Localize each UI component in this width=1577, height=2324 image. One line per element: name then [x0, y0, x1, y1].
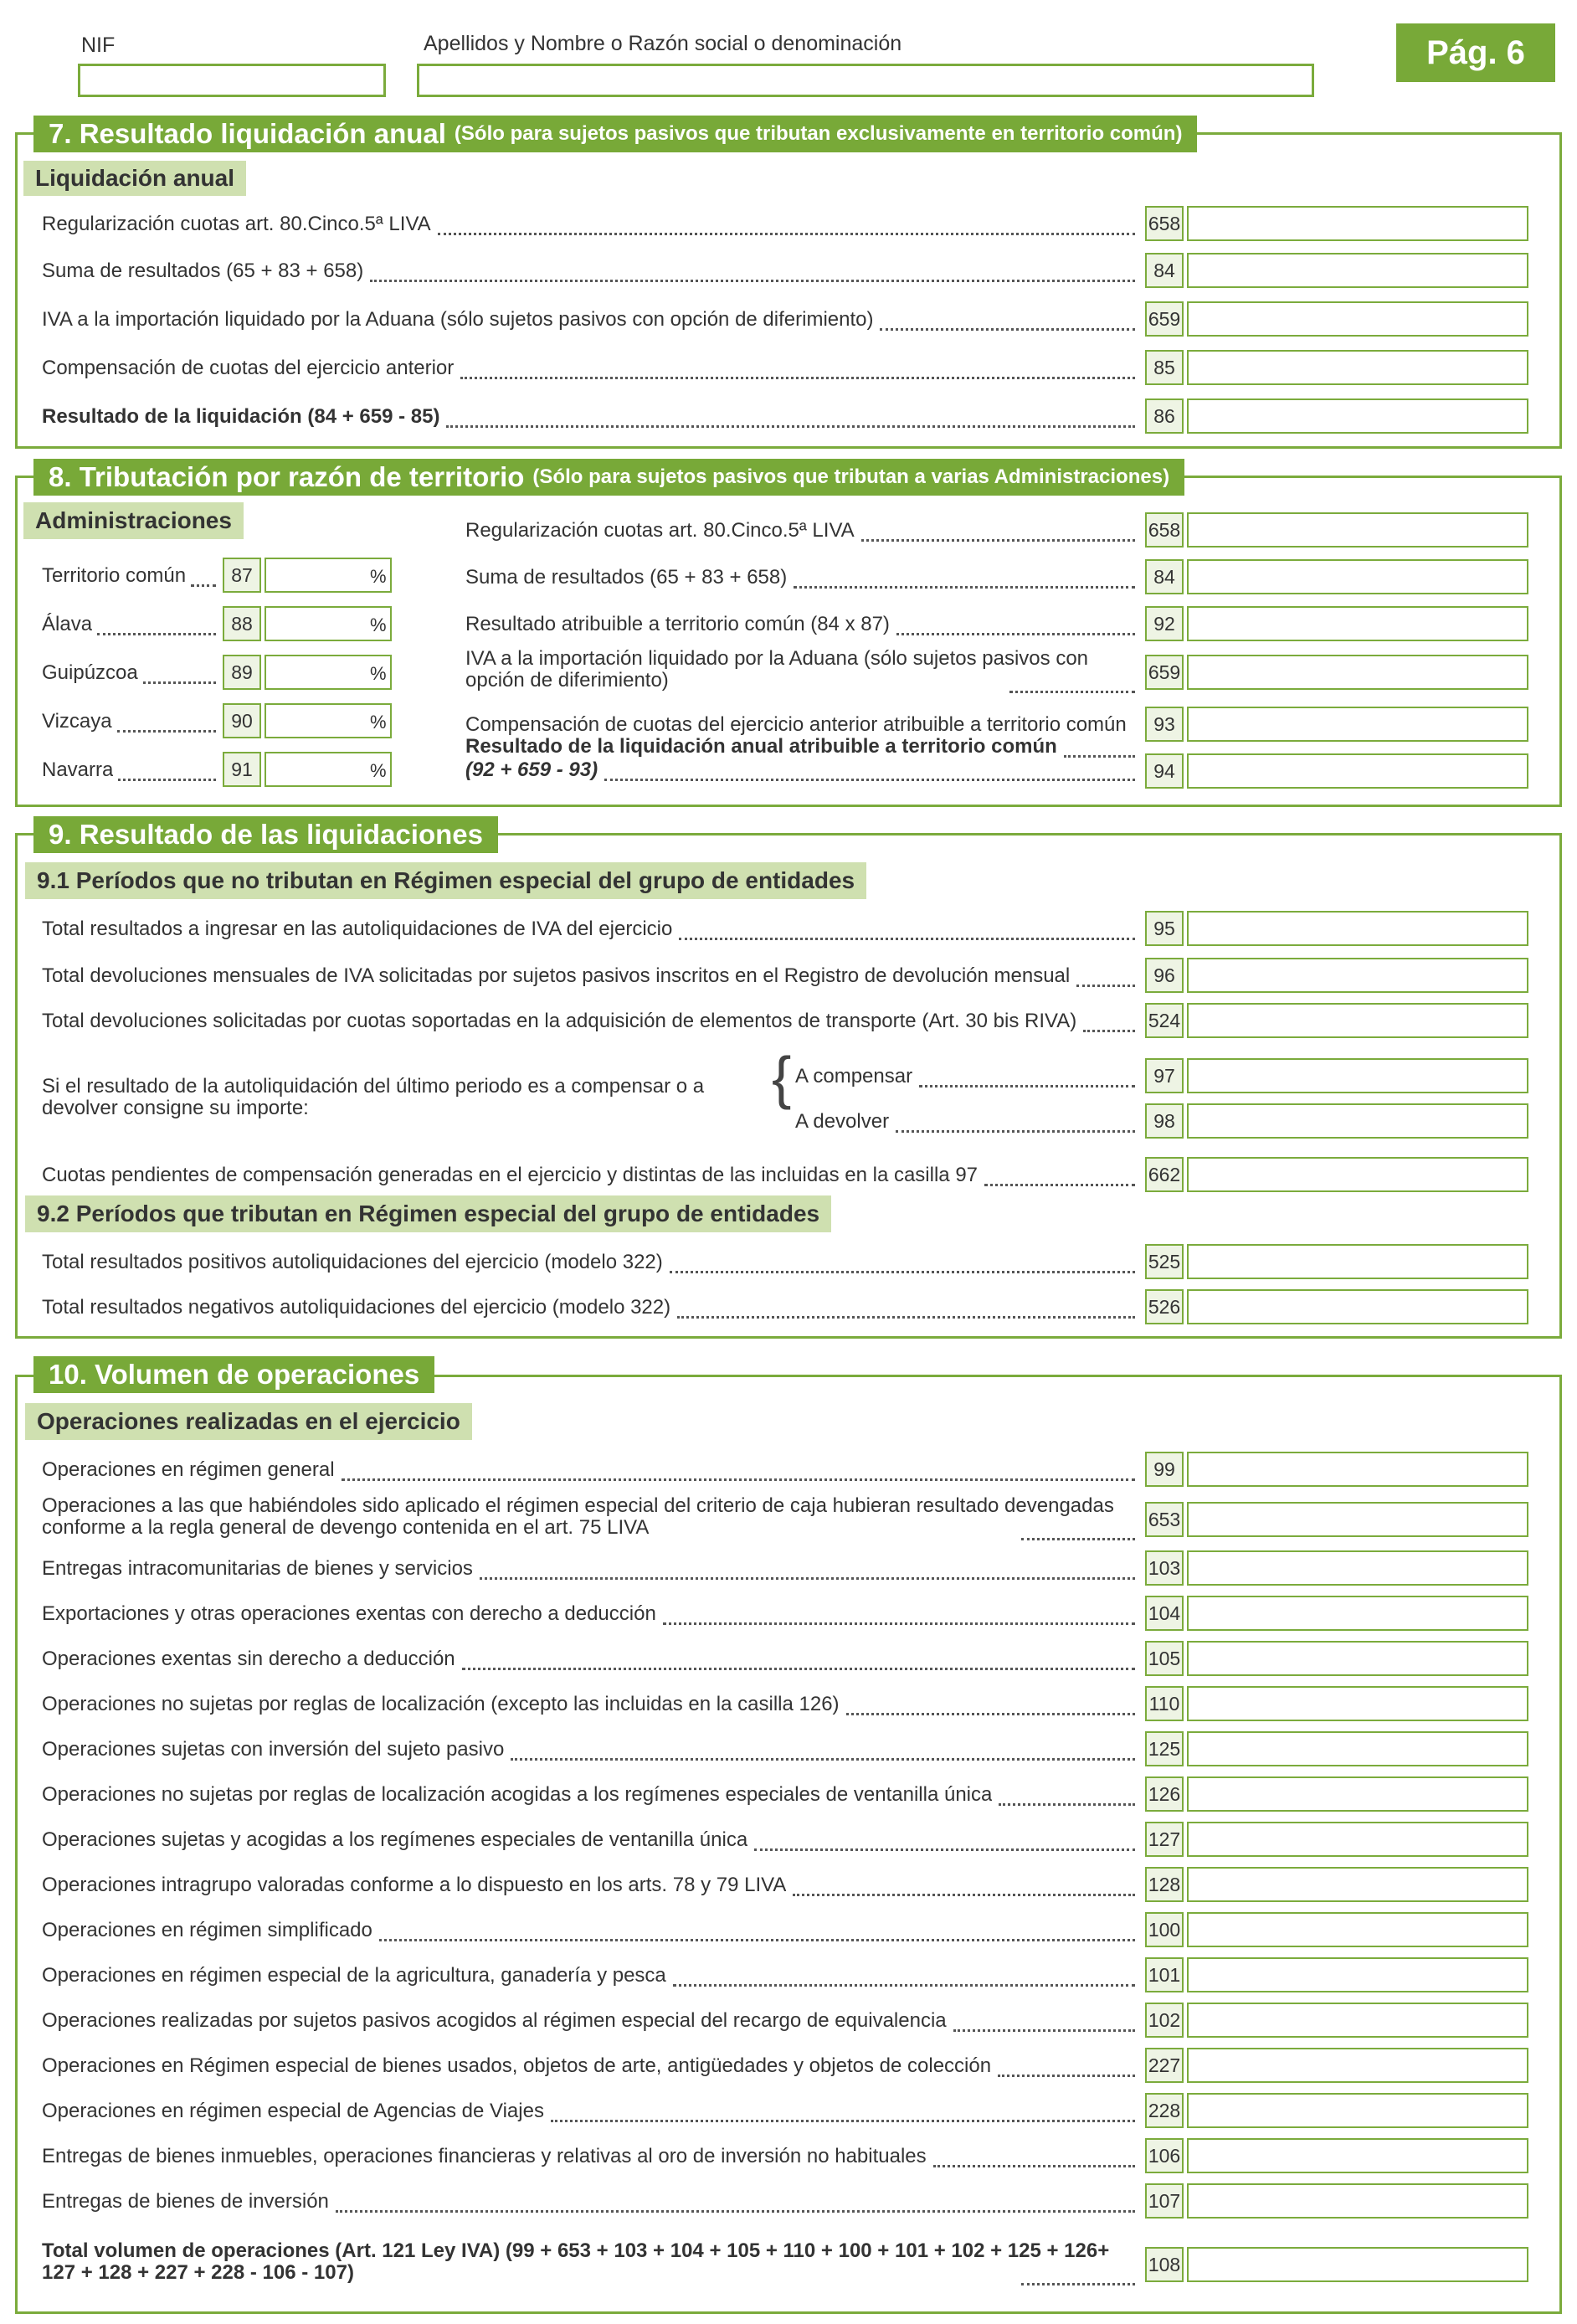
- box-code: 101: [1145, 1957, 1184, 1992]
- admin-code: 91: [223, 752, 261, 787]
- amount-field[interactable]: [1187, 1058, 1528, 1093]
- row-label: Entregas de bienes inmuebles, operaciones financieras y relativas al oro de inversión no habituales: [42, 2145, 927, 2167]
- amount-field[interactable]: [1187, 206, 1528, 241]
- section-7-note: (Sólo para sujetos pasivos que tributan exclusivamente en territorio común): [454, 122, 1183, 145]
- dot-leader: [97, 613, 216, 635]
- box-code: 125: [1145, 1731, 1184, 1766]
- amount-field[interactable]: [1187, 1867, 1528, 1902]
- box-code: 526: [1145, 1289, 1184, 1324]
- row-label: Operaciones sujetas con inversión del sujeto pasivo: [42, 1738, 505, 1761]
- box-code: 658: [1145, 512, 1184, 548]
- name-label: Apellidos y Nombre o Razón social o denominación: [424, 32, 902, 55]
- admin-label: Vizcaya: [42, 710, 112, 733]
- percent-sign: %: [370, 712, 387, 733]
- box-code: 662: [1145, 1157, 1184, 1192]
- dot-leader: [919, 1065, 1135, 1087]
- admin-label: Guipúzcoa: [42, 661, 138, 684]
- amount-field[interactable]: [1187, 2183, 1528, 2219]
- row-label: Resultado atribuible a territorio común (84 x 87): [465, 613, 890, 635]
- dot-leader: [462, 1648, 1135, 1670]
- amount-field[interactable]: [1187, 606, 1528, 641]
- section-10-title: 10. Volumen de operaciones: [33, 1356, 434, 1393]
- dot-leader: [670, 1251, 1135, 1273]
- dot-leader: [793, 1874, 1135, 1896]
- dot-leader: [1083, 1010, 1135, 1032]
- amount-field[interactable]: [1187, 1686, 1528, 1721]
- box-code: 106: [1145, 2138, 1184, 2173]
- amount-field[interactable]: [1187, 2003, 1528, 2038]
- dot-leader: [846, 1693, 1135, 1715]
- row-label: Operaciones realizadas por sujetos pasivos acogidos al régimen especial del recargo de equivalencia: [42, 2009, 947, 2032]
- box-code: 525: [1145, 1244, 1184, 1279]
- dot-leader: [794, 566, 1135, 589]
- amount-field[interactable]: [1187, 1731, 1528, 1766]
- dot-leader: [438, 213, 1135, 235]
- box-code: 102: [1145, 2003, 1184, 2038]
- amount-field[interactable]: [1187, 655, 1528, 690]
- box-code: 96: [1145, 958, 1184, 993]
- nif-field[interactable]: [78, 64, 386, 97]
- amount-field[interactable]: [1187, 1452, 1528, 1487]
- dot-leader: [998, 2054, 1135, 2077]
- row-label: Regularización cuotas art. 80.Cinco.5ª LIVA: [465, 519, 855, 542]
- row-label: Total resultados a ingresar en las autoliquidaciones de IVA del ejercicio: [42, 918, 673, 940]
- box-code: 93: [1145, 707, 1184, 742]
- row-label: Compensación de cuotas del ejercicio anterior atribuible a territorio común: [465, 713, 1127, 736]
- row-label: Operaciones a las que habiéndoles sido aplicado el régimen especial del criterio de caja hubieran resultado devengadas conforme a la regla general de devengo contenida en el art. 75 LIVA: [42, 1495, 1114, 1540]
- dot-leader: [118, 758, 216, 781]
- row-label: Total devoluciones solicitadas por cuotas soportadas en la adquisición de elementos de transporte (Art. 30 bis RIVA): [42, 1010, 1077, 1032]
- amount-field[interactable]: [1187, 398, 1528, 434]
- row-label: Resultado de la liquidación anual atribuible a territorio común: [465, 735, 1057, 758]
- dot-leader: [673, 1964, 1135, 1987]
- row-label: Entregas intracomunitarias de bienes y servicios: [42, 1557, 473, 1580]
- row-label: Total devoluciones mensuales de IVA solicitadas por sujetos pasivos inscritos en el Registro de devolución mensual: [42, 964, 1071, 987]
- dot-leader: [604, 758, 1135, 781]
- box-code: 99: [1145, 1452, 1184, 1487]
- section-7-subtitle: Liquidación anual: [23, 161, 246, 196]
- amount-field[interactable]: [1187, 1003, 1528, 1038]
- box-code: 108: [1145, 2247, 1184, 2282]
- box-code: 658: [1145, 206, 1184, 241]
- dot-leader: [460, 357, 1135, 379]
- nif-label: NIF: [81, 33, 116, 57]
- dot-leader: [1021, 2263, 1135, 2285]
- amount-field[interactable]: [1187, 1550, 1528, 1586]
- dot-leader: [480, 1557, 1135, 1580]
- section-9-1-subtitle: 9.1 Períodos que no tributan en Régimen especial del grupo de entidades: [25, 862, 866, 899]
- amount-field[interactable]: [1187, 1244, 1528, 1279]
- row-label: Operaciones en régimen especial de Agencias de Viajes: [42, 2100, 544, 2122]
- amount-field[interactable]: [1187, 1596, 1528, 1631]
- amount-field[interactable]: [1187, 1641, 1528, 1676]
- row-label: Operaciones no sujetas por reglas de localización (excepto las incluidas en la casilla 126): [42, 1693, 840, 1715]
- amount-field[interactable]: [1187, 958, 1528, 993]
- dot-leader: [663, 1602, 1135, 1625]
- amount-field[interactable]: [1187, 512, 1528, 548]
- amount-field[interactable]: [1187, 2247, 1528, 2282]
- dot-leader: [551, 2100, 1135, 2122]
- admin-code: 90: [223, 703, 261, 738]
- section-9-2-subtitle: 9.2 Períodos que tributan en Régimen especial del grupo de entidades: [25, 1195, 831, 1232]
- section-8-note: (Sólo para sujetos pasivos que tributan a varias Administraciones): [532, 465, 1170, 488]
- dot-leader: [953, 2009, 1135, 2032]
- amount-field[interactable]: [1187, 707, 1528, 742]
- amount-field[interactable]: [1187, 753, 1528, 789]
- dot-leader: [1076, 964, 1135, 987]
- section-8-title: [33, 459, 1184, 496]
- page-number-badge: Pág. 6: [1396, 23, 1555, 82]
- amount-field[interactable]: [1187, 1912, 1528, 1947]
- box-code: 127: [1145, 1822, 1184, 1857]
- admin-code: 87: [223, 558, 261, 593]
- dot-leader: [677, 1296, 1135, 1319]
- box-code: 103: [1145, 1550, 1184, 1586]
- percent-sign: %: [370, 566, 387, 587]
- dot-leader: [379, 1919, 1135, 1941]
- box-code: 92: [1145, 606, 1184, 641]
- amount-field[interactable]: [1187, 1103, 1528, 1139]
- row-label: Operaciones en régimen simplificado: [42, 1919, 372, 1941]
- row-label: Operaciones intragrupo valoradas conforme a lo dispuesto en los arts. 78 y 79 LIVA: [42, 1874, 787, 1896]
- amount-field[interactable]: [1187, 350, 1528, 385]
- box-code: 524: [1145, 1003, 1184, 1038]
- name-field[interactable]: [417, 64, 1314, 97]
- row-label: A compensar: [795, 1065, 913, 1087]
- dot-leader: [984, 1164, 1135, 1186]
- amount-field[interactable]: [1187, 559, 1528, 594]
- dot-leader: [896, 613, 1135, 635]
- amount-field[interactable]: [1187, 911, 1528, 946]
- admin-label: Navarra: [42, 758, 114, 781]
- dot-leader: [1064, 735, 1135, 758]
- box-code: 659: [1145, 655, 1184, 690]
- row-label: Compensación de cuotas del ejercicio anterior: [42, 357, 455, 379]
- row-label: IVA a la importación liquidado por la Aduana (sólo sujetos pasivos con opción de diferimiento): [465, 648, 1089, 692]
- section-9-title: 9. Resultado de las liquidaciones: [33, 816, 498, 853]
- dot-leader: [370, 260, 1135, 282]
- dot-leader: [143, 661, 216, 684]
- dot-leader: [933, 2145, 1135, 2167]
- row-label: Exportaciones y otras operaciones exentas con derecho a deducción: [42, 1602, 656, 1625]
- row-label: Operaciones exentas sin derecho a deducción: [42, 1648, 455, 1670]
- amount-field[interactable]: [1187, 2093, 1528, 2128]
- row-label-formula: (92 + 659 - 93): [465, 758, 598, 781]
- row-label: Total resultados positivos autoliquidaciones del ejercicio (modelo 322): [42, 1251, 663, 1273]
- section-8-subtitle: Administraciones: [23, 502, 244, 539]
- box-code: 84: [1145, 253, 1184, 288]
- row-label: Resultado de la liquidación (84 + 659 - 85): [42, 405, 440, 428]
- row-label: Suma de resultados (65 + 83 + 658): [465, 566, 788, 589]
- row-label: A devolver: [795, 1110, 890, 1133]
- row-label: Total volumen de operaciones (Art. 121 Ley IVA) (99 + 653 + 103 + 104 + 105 + 110 + 100 + 101 + 102 + 125 + 126+ 127 + 128 + 227 + 228 - 106 - 107): [42, 2240, 1110, 2285]
- box-code: 105: [1145, 1641, 1184, 1676]
- dot-leader: [446, 405, 1135, 428]
- row-label: Cuotas pendientes de compensación generadas en el ejercicio y distintas de las incluidas en la casilla 97: [42, 1164, 979, 1186]
- percent-sign: %: [370, 663, 387, 684]
- box-code: 110: [1145, 1686, 1184, 1721]
- amount-field[interactable]: [1187, 253, 1528, 288]
- last-period-label: Si el resultado de la autoliquidación del último periodo es a compensar o a devolver consigne su importe:: [42, 1076, 705, 1120]
- box-code: 95: [1145, 911, 1184, 946]
- box-code: 227: [1145, 2048, 1184, 2083]
- amount-field[interactable]: [1187, 1289, 1528, 1324]
- section-10-subtitle: Operaciones realizadas en el ejercicio: [25, 1403, 472, 1440]
- dot-leader: [336, 2190, 1135, 2213]
- box-code: 98: [1145, 1103, 1184, 1139]
- section-7-title-text: 7. Resultado liquidación anual: [49, 118, 446, 149]
- dot-leader: [999, 1783, 1135, 1806]
- percent-sign: %: [370, 760, 387, 781]
- section-7-title: [33, 116, 1197, 152]
- amount-field[interactable]: [1187, 1157, 1528, 1192]
- row-label: Operaciones no sujetas por reglas de localización acogidas a los regímenes especiales de ventanilla única: [42, 1783, 993, 1806]
- box-code: 94: [1145, 753, 1184, 789]
- dot-leader: [896, 1110, 1135, 1133]
- box-code: 659: [1145, 301, 1184, 337]
- amount-field[interactable]: [1187, 1822, 1528, 1857]
- amount-field[interactable]: [1187, 301, 1528, 337]
- dot-leader: [754, 1828, 1135, 1851]
- amount-field[interactable]: [1187, 2138, 1528, 2173]
- row-label: Regularización cuotas art. 80.Cinco.5ª LIVA: [42, 213, 431, 235]
- amount-field[interactable]: [1187, 2048, 1528, 2083]
- brace-symbol: {: [772, 1045, 792, 1110]
- row-label: Entregas de bienes de inversión: [42, 2190, 329, 2213]
- row-label: Operaciones sujetas y acogidas a los regímenes especiales de ventanilla única: [42, 1828, 748, 1851]
- box-code: 84: [1145, 559, 1184, 594]
- dot-leader: [511, 1738, 1135, 1761]
- admin-code: 89: [223, 655, 261, 690]
- dot-leader: [342, 1458, 1135, 1481]
- box-code: 128: [1145, 1867, 1184, 1902]
- box-code: 86: [1145, 398, 1184, 434]
- row-label: Operaciones en régimen general: [42, 1458, 335, 1481]
- box-code: 228: [1145, 2093, 1184, 2128]
- box-code: 100: [1145, 1912, 1184, 1947]
- row-label: Total resultados negativos autoliquidaciones del ejercicio (modelo 322): [42, 1296, 671, 1319]
- section-8-title-text: 8. Tributación por razón de territorio: [49, 461, 525, 492]
- dot-leader: [880, 308, 1135, 331]
- box-code: 104: [1145, 1596, 1184, 1631]
- admin-label: Álava: [42, 613, 93, 635]
- dot-leader: [191, 564, 216, 587]
- amount-field[interactable]: [1187, 1502, 1528, 1537]
- dot-leader: [1009, 671, 1135, 693]
- row-label: Operaciones en Régimen especial de bienes usados, objetos de arte, antigüedades y objetos de colección: [42, 2054, 992, 2077]
- percent-sign: %: [370, 614, 387, 635]
- dot-leader: [1021, 1518, 1135, 1540]
- box-code: 653: [1145, 1502, 1184, 1537]
- admin-label: Territorio común: [42, 564, 187, 587]
- row-label: Operaciones en régimen especial de la agricultura, ganadería y pesca: [42, 1964, 666, 1987]
- amount-field[interactable]: [1187, 1776, 1528, 1812]
- row-label: Suma de resultados (65 + 83 + 658): [42, 260, 364, 282]
- dot-leader: [117, 710, 216, 733]
- dot-leader: [679, 918, 1135, 940]
- box-code: 85: [1145, 350, 1184, 385]
- admin-code: 88: [223, 606, 261, 641]
- amount-field[interactable]: [1187, 1957, 1528, 1992]
- box-code: 107: [1145, 2183, 1184, 2219]
- box-code: 97: [1145, 1058, 1184, 1093]
- box-code: 126: [1145, 1776, 1184, 1812]
- dot-leader: [861, 519, 1135, 542]
- row-label: IVA a la importación liquidado por la Aduana (sólo sujetos pasivos con opción de diferimiento): [42, 308, 874, 331]
